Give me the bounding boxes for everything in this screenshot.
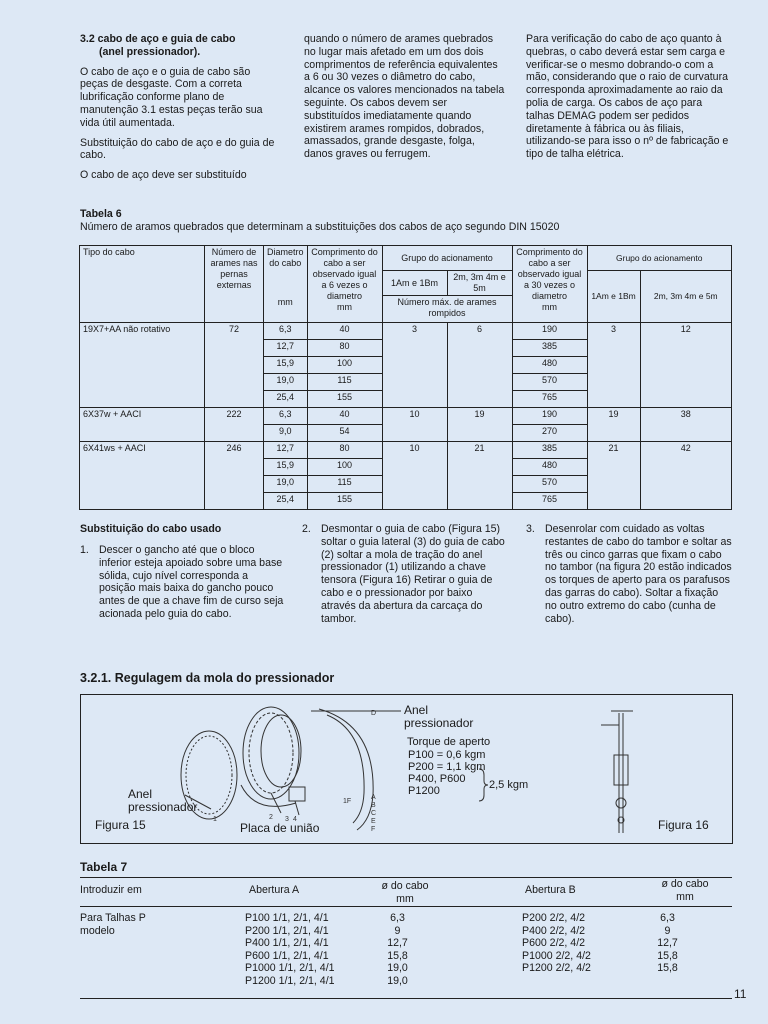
table6-caption: Número de aramos quebrados que determinam a substituições dos cabos de aço segundo DIN 15020	[80, 221, 560, 233]
table-row	[80, 323, 732, 340]
part-number: 1	[213, 816, 217, 823]
intro-paragraph: quando o número de arames quebrados no lugar mais afetado em um dos dois comprimentos de referência equivalentes a 6 ou 30 vezes o diâmetro do cabo, alcance os valores mencionados na tabela seguinte. Os cabos devem ser substituídos imediatamente quando existirem arames rompidos, dobrados, amassados, grande desgaste, folga, danos graves ou ferrugem.	[304, 33, 505, 161]
header-max-rompidos: Número máx. de arames rompidos	[382, 296, 512, 323]
header-grupo1: Grupo do acionamento	[382, 246, 512, 271]
table7-cell: 6,3	[390, 912, 405, 924]
header-g1a: 1Am e 1Bm	[382, 271, 447, 296]
table7-cell: P600 1/1, 2/1, 4/1	[245, 949, 329, 962]
header-numero: Número de arames nas pernas externas	[205, 246, 264, 323]
intro-paragraph: Para verificação do cabo de aço quanto à quebras, o cabo deverá estar sem carga e verificar-se o mesmo dobrando-o com a mão, considerando que o raio de curvatura corresponda aproximadamente ao raio da polia de carga. Os cabos de aço para talhas DEMAG podem ser pedidos diretamente à fábrica ou às filiais, utilizando-se para isso o nº de fabricação e tipo de talha elétrica.	[526, 33, 729, 161]
table6	[79, 245, 732, 510]
table-cell: 480	[512, 357, 587, 374]
substituicao-title: Substituição do cabo usado	[80, 523, 222, 535]
table7-rule-top	[80, 877, 732, 878]
table7-intro-2: modelo	[80, 925, 115, 937]
table-cell: 6	[447, 323, 512, 408]
header-comp6: Comprimento do cabo a ser observado igual a 6 vezes o diametro mm	[307, 246, 382, 323]
label-torque-brace-value: 2,5 kgm	[489, 779, 529, 791]
label-figura-15: Figura 15	[95, 818, 146, 832]
table6-title: Tabela 6	[80, 208, 122, 220]
table-cell: 80	[307, 442, 382, 459]
table-cell: 15,9	[264, 357, 308, 374]
figure-letter: F	[371, 826, 376, 833]
table-cell: 10	[382, 408, 447, 442]
table7-header-abertB: Abertura B	[525, 884, 576, 896]
figure-letter: A	[371, 794, 376, 801]
header-g1b: 2m, 3m 4m e 5m	[447, 271, 512, 296]
table7-header-abertA: Abertura A	[249, 884, 300, 896]
table7-cell: 19,0	[387, 974, 408, 987]
table-cell: 25,4	[264, 391, 308, 408]
table-cell: 480	[512, 459, 587, 476]
table7-title: Tabela 7	[80, 860, 128, 874]
table7-rule-bottom	[80, 998, 732, 999]
table-cell: 19	[447, 408, 512, 442]
table-cell: 38	[640, 408, 731, 442]
table-cell: 155	[307, 493, 382, 510]
page-number: 11	[734, 987, 747, 1001]
label-torque-3: P400, P600	[408, 773, 466, 785]
table-cell: 190	[512, 408, 587, 425]
figure-box	[80, 694, 733, 844]
label-torque-1: P100 = 0,6 kgm	[408, 749, 486, 761]
table-cell: 190	[512, 323, 587, 340]
table-cell: 246	[205, 442, 264, 510]
part-number: 4	[293, 816, 297, 823]
table-cell: 12,7	[264, 442, 308, 459]
figure-letter: B	[371, 802, 376, 809]
table7-cell: 19,0	[387, 962, 408, 974]
intro-column-1	[80, 33, 280, 189]
table7-cell: P200 2/2, 4/2	[522, 912, 586, 924]
table-cell: 3	[382, 323, 447, 408]
table-row	[80, 408, 732, 425]
table7-cell: P1200 2/2, 4/2	[522, 962, 591, 974]
table-cell: 40	[307, 408, 382, 425]
table-cell: 570	[512, 476, 587, 493]
table7-cell: P1200 1/1, 2/1, 4/1	[245, 974, 335, 987]
table7-cell: P1000 1/1, 2/1, 4/1	[245, 962, 335, 974]
table-cell: 21	[447, 442, 512, 510]
table-cell: 25,4	[264, 493, 308, 510]
intro-column-2	[304, 33, 506, 168]
table7-intro-1: Para Talhas P	[80, 912, 146, 924]
table-cell: 765	[512, 391, 587, 408]
table-cell: 115	[307, 374, 382, 391]
table7-header-introduzir: Introduzir em	[80, 884, 142, 896]
section-heading-cont: (anel pressionador).	[99, 45, 201, 58]
intro-column-3	[526, 33, 732, 168]
table-row	[80, 442, 732, 459]
table-cell: 21	[587, 442, 640, 510]
table-cell: 10	[382, 442, 447, 510]
table-cell: 12,7	[264, 340, 308, 357]
table7-rule-mid	[80, 906, 732, 907]
table7-header-cabo2: ø do cabo mm	[661, 878, 709, 903]
figure-letter: C	[371, 810, 377, 817]
intro-paragraph: O cabo de aço deve ser substituído	[80, 169, 247, 182]
table-cell: 72	[205, 323, 264, 408]
table7-cell: 12,7	[387, 937, 408, 949]
part-number: 2	[269, 814, 273, 821]
table-cell: 6,3	[264, 323, 308, 340]
table7-cell: 12,7	[657, 937, 678, 949]
table7-cell: 15,8	[387, 949, 408, 962]
label-anel-left: Anel pressionador	[128, 787, 198, 814]
table7-cell: P200 1/1, 2/1, 4/1	[245, 924, 329, 937]
table-cell: 80	[307, 340, 382, 357]
label-placa: Placa de união	[240, 821, 320, 835]
figure-letter: D	[371, 710, 377, 717]
table-cell: 100	[307, 357, 382, 374]
header-g2b: 2m, 3m 4m e 5m	[640, 271, 731, 323]
table-cell: 222	[205, 408, 264, 442]
table7-header-cabo1: ø do cabo mm	[381, 880, 429, 905]
table-cell: 3	[587, 323, 640, 408]
table-cell: 385	[512, 340, 587, 357]
table-cell: 6X41ws + AACI	[80, 442, 205, 510]
section-heading: 3.2 cabo de aço e guia de cabo	[80, 33, 236, 45]
label-anel-top: Anel pressionador	[404, 703, 474, 730]
table-cell: 19,0	[264, 476, 308, 493]
label-figura-16: Figura 16	[658, 818, 709, 832]
section-321-title: 3.2.1. Regulagem da mola do pressionador	[80, 671, 335, 685]
table-cell: 19	[587, 408, 640, 442]
figure-letter: 1F	[343, 798, 352, 805]
table7-cell: 9	[664, 924, 671, 937]
table7-cell: P600 2/2, 4/2	[522, 937, 586, 949]
figure-letter: E	[371, 818, 376, 825]
table-cell: 12	[640, 323, 731, 408]
table-cell: 765	[512, 493, 587, 510]
table-cell: 15,9	[264, 459, 308, 476]
intro-paragraph: O cabo de aço e o guia de cabo são peças de desgaste. Com a correta lubrificação conforme plano de manutenção 3.1 estas peças terão sua vida útil aumentada.	[80, 65, 263, 129]
table7-cell: 9	[394, 924, 401, 937]
table-cell: 270	[512, 425, 587, 442]
table-cell: 115	[307, 476, 382, 493]
table-cell: 570	[512, 374, 587, 391]
table7-cell: P400 2/2, 4/2	[522, 924, 586, 937]
header-grupo2: Grupo do acionamento	[587, 246, 731, 271]
table-cell: 6X37w + AACI	[80, 408, 205, 442]
table-cell: 42	[640, 442, 731, 510]
table7-cell: 15,8	[657, 949, 678, 962]
label-torque-title: Torque de aperto	[407, 736, 491, 748]
table-cell: 100	[307, 459, 382, 476]
part-number: 3	[285, 816, 289, 823]
table7-cell: 6,3	[660, 912, 675, 924]
label-torque-4: P1200	[408, 785, 440, 797]
header-tipo: Tipo do cabo	[80, 246, 205, 323]
table7-cell: P400 1/1, 2/1, 4/1	[245, 937, 329, 949]
table7-cell: P100 1/1, 2/1, 4/1	[245, 912, 329, 924]
table7-cell: P1000 2/2, 4/2	[522, 949, 591, 962]
table-cell: 54	[307, 425, 382, 442]
table-cell: 19X7+AA não rotativo	[80, 323, 205, 408]
table7-cell: 15,8	[657, 962, 678, 974]
intro-paragraph: Substituição do cabo de aço e do guia de cabo.	[80, 136, 275, 162]
header-g2a: 1Am e 1Bm	[587, 271, 640, 323]
table-cell: 19,0	[264, 374, 308, 391]
table-cell: 155	[307, 391, 382, 408]
table-cell: 6,3	[264, 408, 308, 425]
table-cell: 40	[307, 323, 382, 340]
header-diametro: Diametro do cabo mm	[264, 246, 308, 323]
label-torque-2: P200 = 1,1 kgm	[408, 761, 486, 773]
header-comp30: Comprimento do cabo a ser observado igual a 30 vezes o diametro mm	[512, 246, 587, 323]
table-cell: 9,0	[264, 425, 308, 442]
table-cell: 385	[512, 442, 587, 459]
